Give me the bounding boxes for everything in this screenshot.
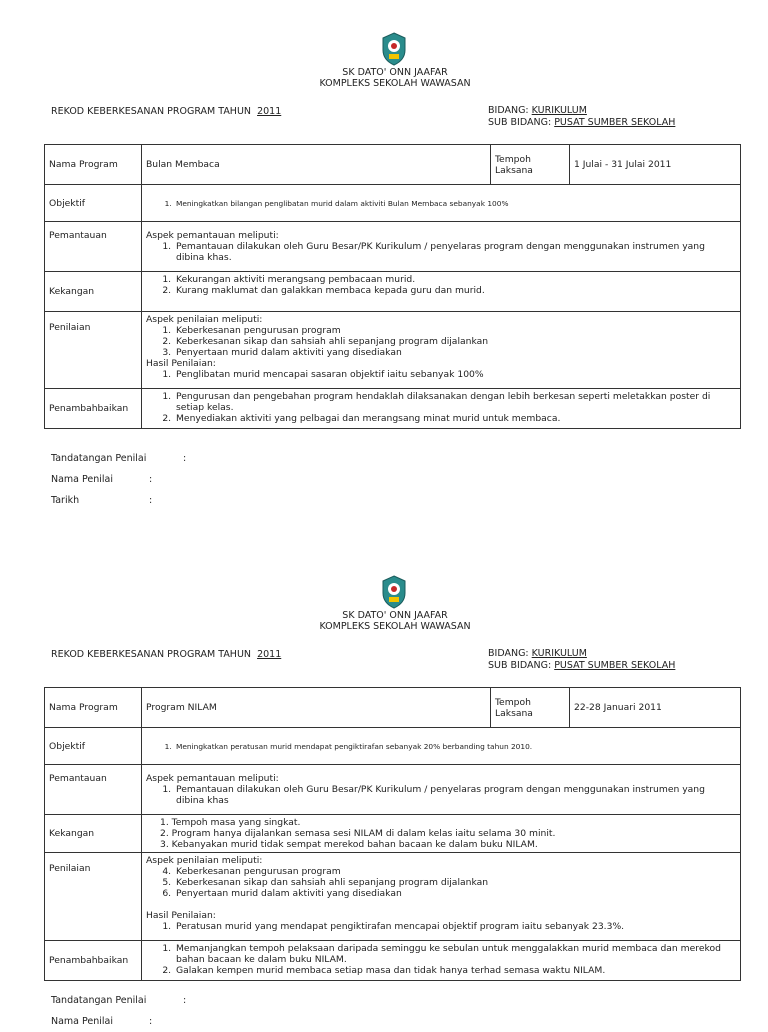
penambahbaikan-value: 1. Memanjangkan tempoh pelaksaan daripada seminggu ke sebulan untuk menggalakkan murid membaca dan merekod bahan bacaan ke dalam buku NILAM. 2. Galakan kempen murid membaca setiap masa dan tidak hanya terhad semasa waktu NILAM. bbox=[142, 941, 741, 981]
penilaian-value: Aspek penilaian meliputi: 4. Keberkesanan pengurusan program 5. Keberkesanan sikap dan sahsiah ahli sepanjang program dijalankan 6. Penyertaan murid dalam aktiviti yang disediakan Hasil Penilaian: 1. Peratusan murid yang mendapat pengiktirafan mencapai objektif program iaitu sebanyak 23.3%. bbox=[142, 853, 741, 941]
rekod-title: REKOD KEBERKESANAN PROGRAM TAHUN 2011 bbox=[51, 106, 282, 117]
rekod-title: REKOD KEBERKESANAN PROGRAM TAHUN 2011 bbox=[51, 649, 282, 660]
nama-penilai-line: Nama Penilai : bbox=[51, 1016, 153, 1027]
tempoh-value: 22-28 Januari 2011 bbox=[570, 688, 741, 728]
nama-program-label: Nama Program bbox=[45, 145, 142, 185]
tempoh-label: Tempoh Laksana bbox=[491, 145, 570, 185]
objektif-value: 1. Meningkatkan peratusan murid mendapat pengiktirafan sebanyak 20% berbanding tahun 2010. bbox=[142, 728, 741, 765]
table-row bbox=[45, 222, 741, 272]
tempoh-value: 1 Julai - 31 Julai 2011 bbox=[570, 145, 741, 185]
pemantauan-label: Pemantauan bbox=[45, 765, 142, 815]
penilaian-label: Penilaian bbox=[45, 853, 142, 941]
record-table bbox=[44, 687, 741, 981]
tandatangan-line: Tandatangan Penilai : bbox=[51, 453, 187, 464]
penilaian-label: Penilaian bbox=[45, 312, 142, 389]
table-row bbox=[45, 815, 741, 853]
tandatangan-line: Tandatangan Penilai : bbox=[51, 995, 187, 1006]
penambahbaikan-label: Penambahbaikan bbox=[45, 941, 142, 981]
penambahbaikan-value: 1. Pengurusan dan pengebahan program hendaklah dilaksanakan dengan lebih berkesan seperti meletakkan poster di setiap kelas. 2. Menyediakan aktiviti yang pelbagai dan merangsang minat murid untuk membaca. bbox=[142, 389, 741, 429]
bidang-block: BIDANG: KURIKULUM SUB BIDANG: PUSAT SUMBER SEKOLAH bbox=[488, 105, 676, 128]
table-row bbox=[45, 853, 741, 941]
tahun-value: 2011 bbox=[257, 649, 282, 660]
pemantauan-value: Aspek pemantauan meliputi: 1. Pemantauan dilakukan oleh Guru Besar/PK Kurikulum / penyelaras program dengan menggunakan instrumen yang dibina khas bbox=[142, 765, 741, 815]
objektif-label: Objektif bbox=[45, 185, 142, 222]
kekangan-label: Kekangan bbox=[45, 272, 142, 312]
tahun-value: 2011 bbox=[257, 106, 282, 117]
table-row bbox=[45, 272, 741, 312]
table-row bbox=[45, 389, 741, 429]
nama-program-value: Program NILAM bbox=[142, 688, 491, 728]
kekangan-value: 1. Tempoh masa yang singkat. 2. Program hanya dijalankan semasa sesi NILAM di dalam kelas iaitu selama 30 minit. 3. Kebanyakan murid tidak sempat merekod bahan bacaan ke dalam buku NILAM. bbox=[142, 815, 741, 853]
pemantauan-value: Aspek pemantauan meliputi: 1. Pemantauan dilakukan oleh Guru Besar/PK Kurikulum / penyelaras program dengan menggunakan instrumen yang dibina khas. bbox=[142, 222, 741, 272]
record-table bbox=[44, 144, 741, 429]
table-row bbox=[45, 312, 741, 389]
penambahbaikan-label: Penambahbaikan bbox=[45, 389, 142, 429]
table-row bbox=[45, 728, 741, 765]
school-crest-icon bbox=[381, 575, 407, 609]
objektif-label: Objektif bbox=[45, 728, 142, 765]
table-row bbox=[45, 185, 741, 222]
pemantauan-label: Pemantauan bbox=[45, 222, 142, 272]
table-row bbox=[45, 145, 741, 185]
school-crest-icon bbox=[381, 32, 407, 66]
tarikh-line: Tarikh : bbox=[51, 495, 153, 506]
table-row bbox=[45, 941, 741, 981]
signature-block bbox=[51, 990, 187, 1032]
school-name: SK DATO' ONN JAAFAR bbox=[342, 67, 448, 78]
school-complex: KOMPLEKS SEKOLAH WAWASAN bbox=[319, 621, 471, 632]
school-complex: KOMPLEKS SEKOLAH WAWASAN bbox=[319, 78, 471, 89]
kekangan-label: Kekangan bbox=[45, 815, 142, 853]
signature-block bbox=[51, 448, 187, 511]
bidang-block: BIDANG: KURIKULUM SUB BIDANG: PUSAT SUMBER SEKOLAH bbox=[488, 648, 676, 671]
tempoh-label: Tempoh Laksana bbox=[491, 688, 570, 728]
penilaian-value: Aspek penilaian meliputi: 1. Keberkesanan pengurusan program 2. Keberkesanan sikap dan sahsiah ahli sepanjang program dijalankan 3. Penyertaan murid dalam aktiviti yang disediakan Hasil Penilaian: 1. Penglibatan murid mencapai sasaran objektif iaitu sebanyak 100% bbox=[142, 312, 741, 389]
table-row bbox=[45, 765, 741, 815]
nama-penilai-line: Nama Penilai : bbox=[51, 474, 153, 485]
nama-program-label: Nama Program bbox=[45, 688, 142, 728]
objektif-value: 1. Meningkatkan bilangan penglibatan murid dalam aktiviti Bulan Membaca sebanyak 100% bbox=[142, 185, 741, 222]
nama-program-value: Bulan Membaca bbox=[142, 145, 491, 185]
school-name: SK DATO' ONN JAAFAR bbox=[342, 610, 448, 621]
table-row bbox=[45, 688, 741, 728]
kekangan-value: 1. Kekurangan aktiviti merangsang pembacaan murid. 2. Kurang maklumat dan galakkan membaca kepada guru dan murid. bbox=[142, 272, 741, 312]
